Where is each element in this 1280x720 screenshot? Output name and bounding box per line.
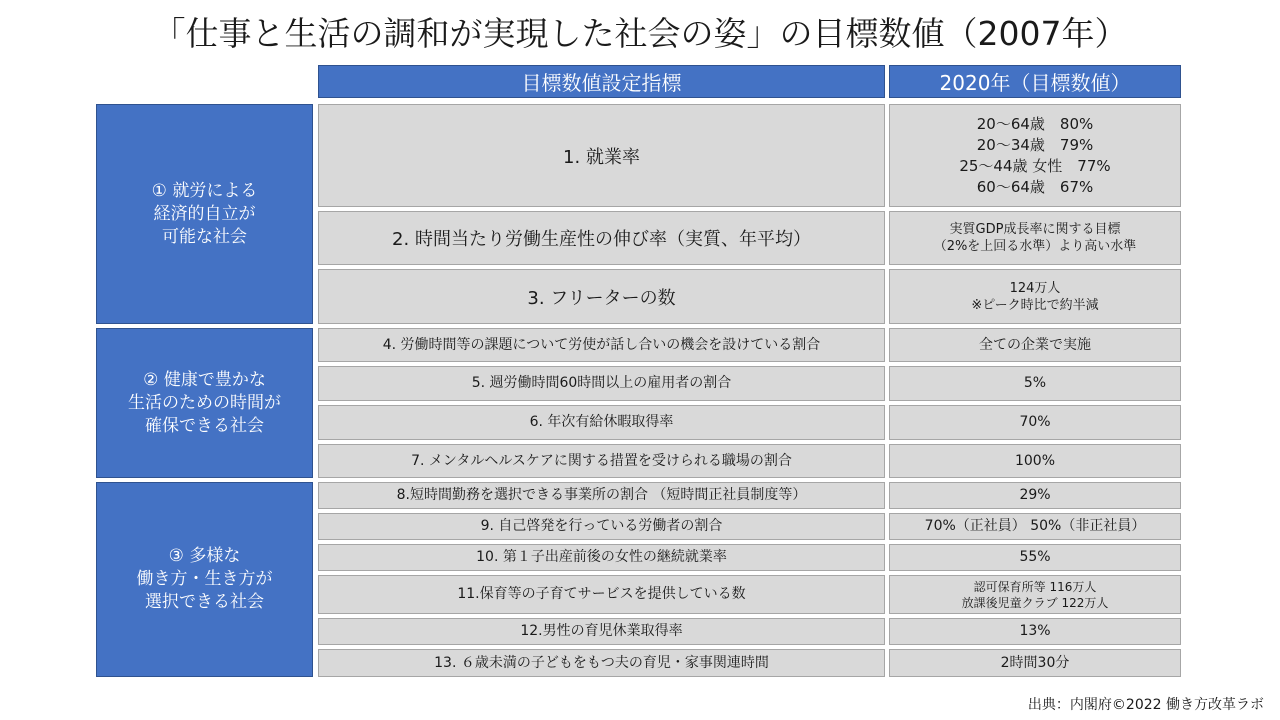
indicator-cell: 9. 自己啓発を行っている労働者の割合 — [318, 513, 885, 540]
target-cell: 100% — [889, 444, 1181, 478]
target-cell: 実質GDP成長率に関する目標 （2%を上回る水準）より高い水準 — [889, 211, 1181, 265]
target-cell: 全ての企業で実施 — [889, 328, 1181, 362]
target-cell: 55% — [889, 544, 1181, 571]
indicator-cell: 10. 第１子出産前後の女性の継続就業率 — [318, 544, 885, 571]
target-cell: 2時間30分 — [889, 649, 1181, 677]
category-economic-independence: ① 就労による 経済的自立が 可能な社会 — [96, 104, 313, 324]
indicator-cell: 2. 時間当たり労働生産性の伸び率（実質、年平均） — [318, 211, 885, 265]
indicator-cell: 5. 週労働時間60時間以上の雇用者の割合 — [318, 366, 885, 401]
target-cell: 29% — [889, 482, 1181, 509]
target-cell: 5% — [889, 366, 1181, 401]
target-cell: 20～64歳 80% 20～34歳 79% 25～44歳 女性 77% 60～64歳 67% — [889, 104, 1181, 207]
indicator-cell: 1. 就業率 — [318, 104, 885, 207]
category-diverse-work: ③ 多様な 働き方・生き方が 選択できる社会 — [96, 482, 313, 677]
target-cell: 70%（正社員） 50%（非正社員） — [889, 513, 1181, 540]
indicator-cell: 11.保育等の子育てサービスを提供している数 — [318, 575, 885, 614]
indicator-cell: 3. フリーターの数 — [318, 269, 885, 324]
target-cell: 13% — [889, 618, 1181, 645]
indicator-cell: 12.男性の育児休業取得率 — [318, 618, 885, 645]
indicator-cell: 8.短時間勤務を選択できる事業所の割合 （短時間正社員制度等） — [318, 482, 885, 509]
source-note: 出典：内閣府©2022 働き方改革ラボ — [1027, 697, 1264, 713]
target-cell: 70% — [889, 405, 1181, 440]
page-title: 「仕事と生活の調和が実現した社会の姿」の目標数値（2007年） — [152, 14, 1128, 53]
category-health-time: ② 健康で豊かな 生活のための時間が 確保できる社会 — [96, 328, 313, 478]
indicator-cell: 4. 労働時間等の課題について労使が話し合いの機会を設けている割合 — [318, 328, 885, 362]
header-indicator: 目標数値設定指標 — [318, 65, 885, 98]
indicator-cell: 13. ６歳未満の子どもをもつ夫の育児・家事関連時間 — [318, 649, 885, 677]
target-cell: 124万人 ※ピーク時比で約半減 — [889, 269, 1181, 324]
header-target: 2020年（目標数値） — [889, 65, 1181, 98]
target-cell: 認可保育所等 116万人 放課後児童クラブ 122万人 — [889, 575, 1181, 614]
indicator-cell: 7. メンタルヘルスケアに関する措置を受けられる職場の割合 — [318, 444, 885, 478]
indicator-cell: 6. 年次有給休暇取得率 — [318, 405, 885, 440]
